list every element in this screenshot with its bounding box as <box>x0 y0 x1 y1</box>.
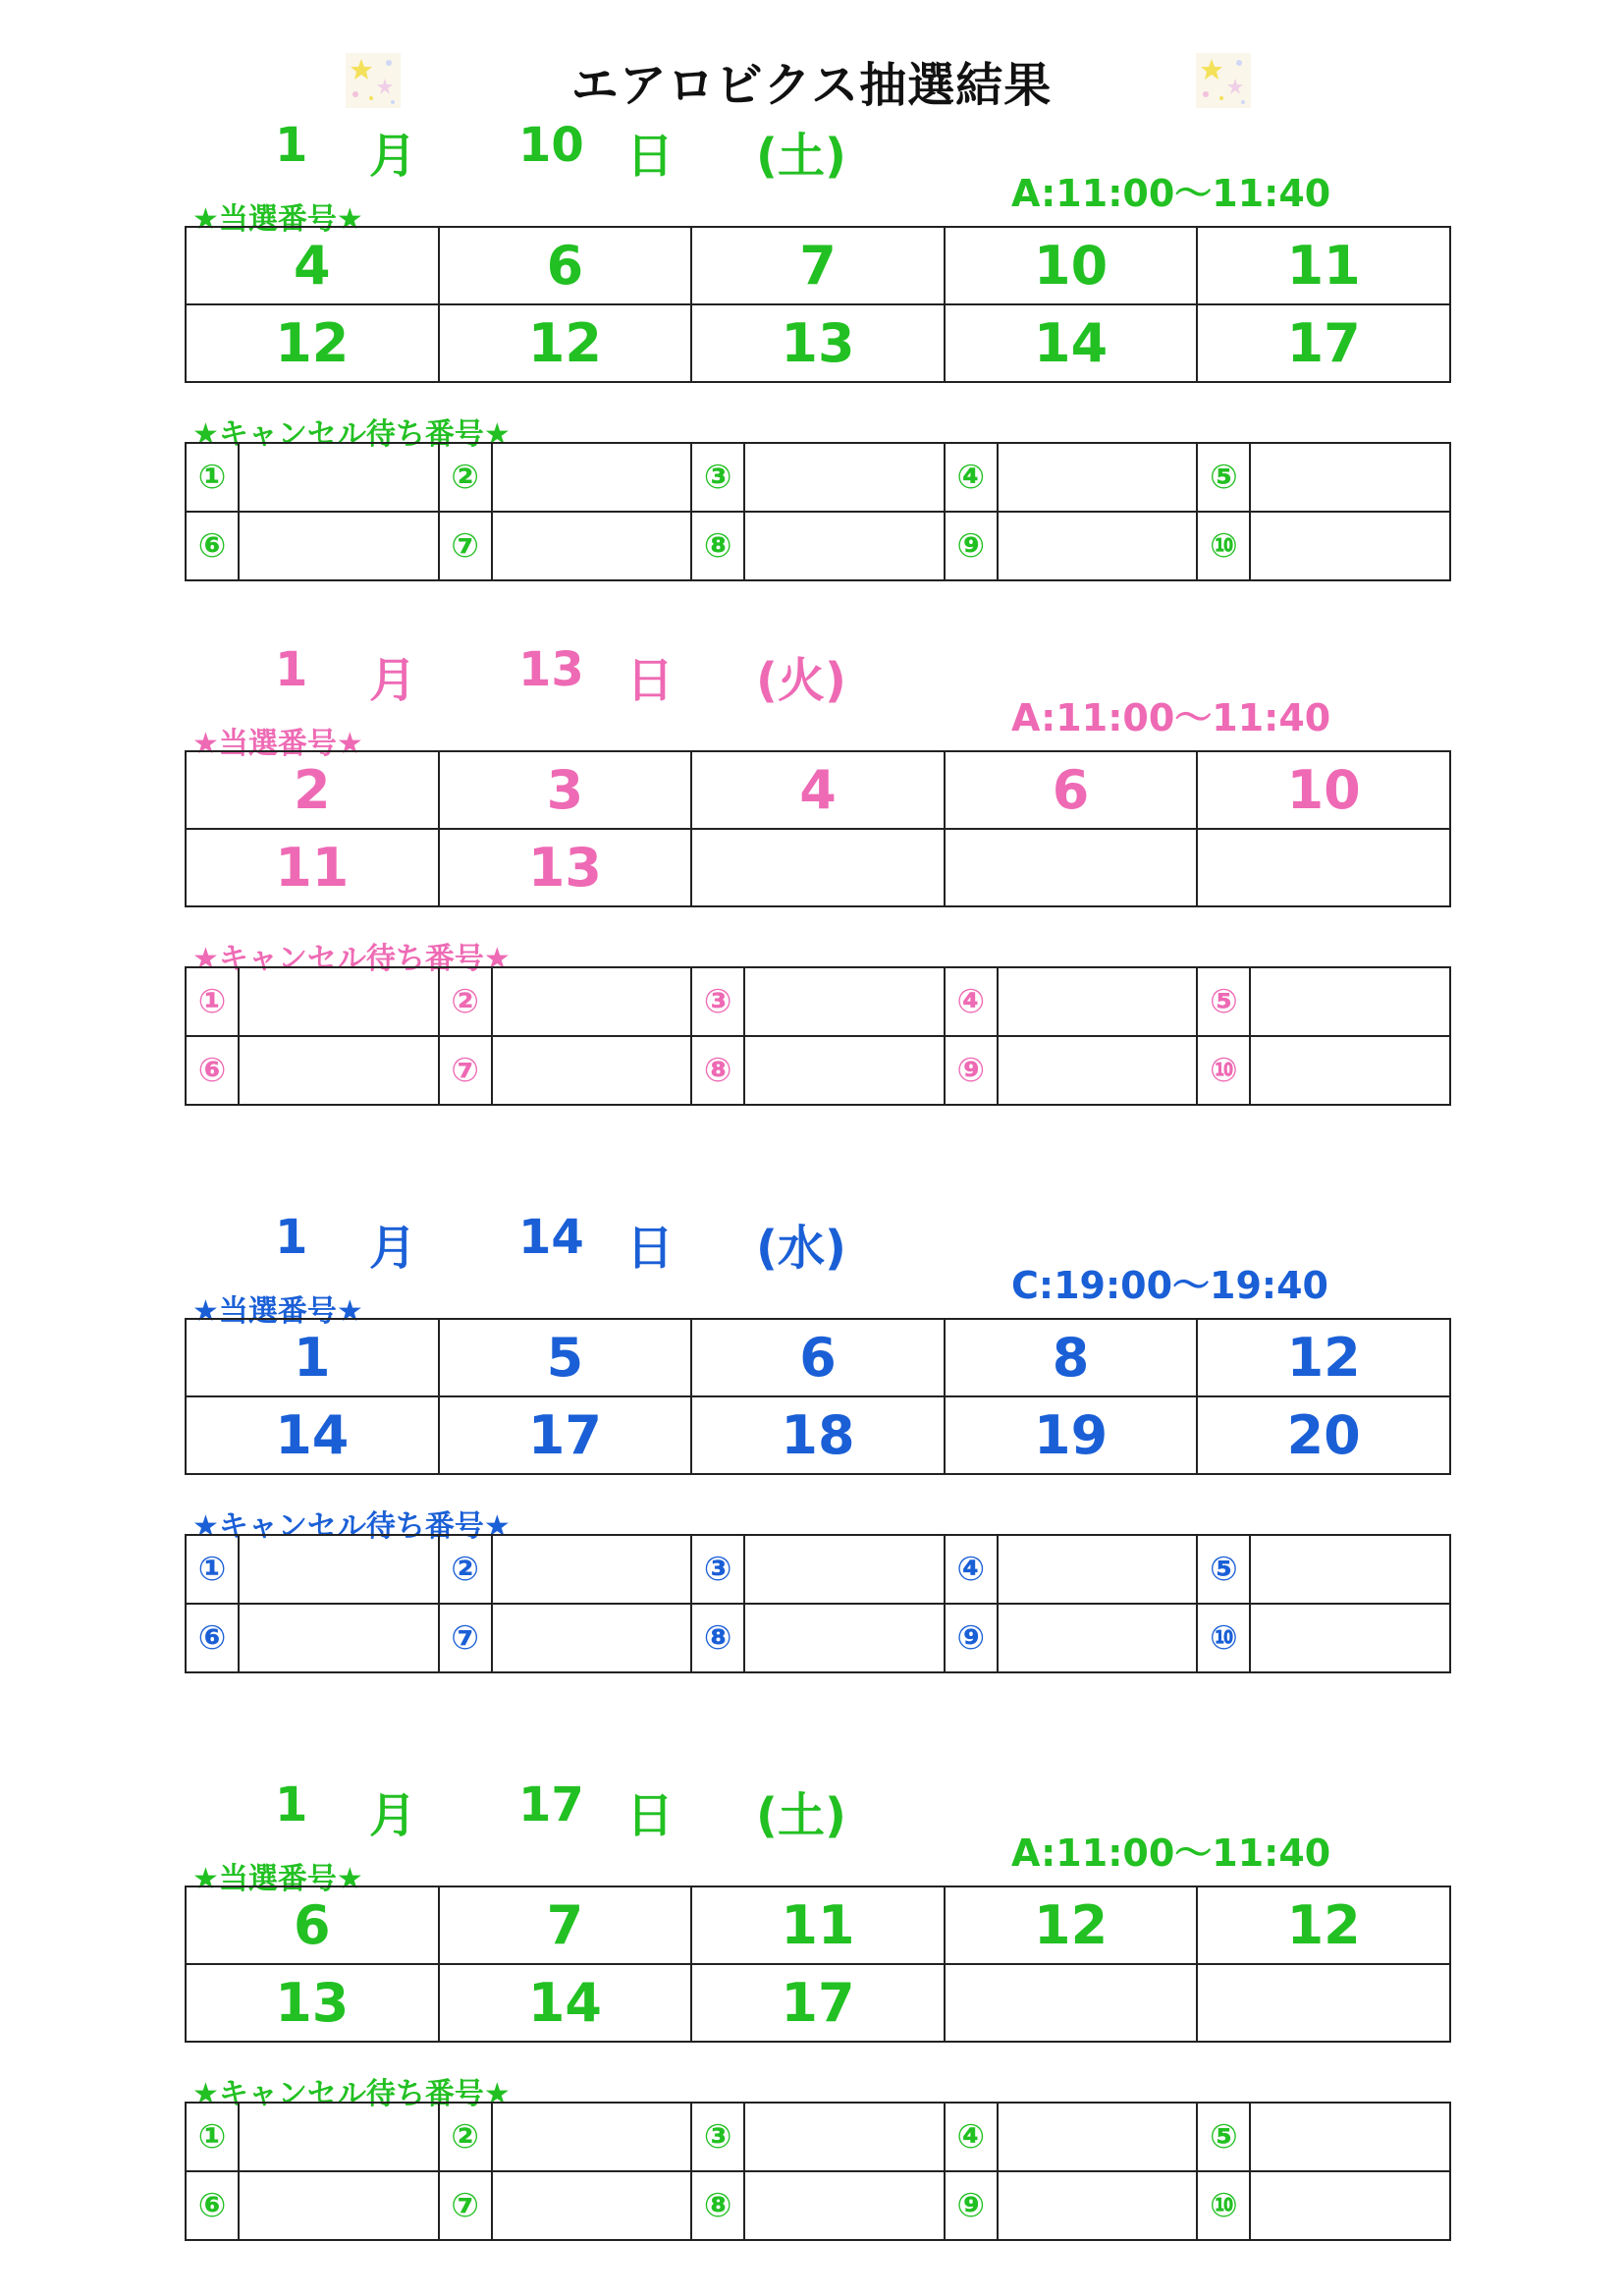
table-row <box>186 829 1450 906</box>
table-row <box>186 1604 1450 1672</box>
cancel-slot-value <box>1250 443 1450 512</box>
cancel-slot-number: ⑥ <box>186 1604 239 1672</box>
cancel-slot-value <box>1250 1535 1450 1604</box>
cancel-slot-value <box>239 1604 439 1672</box>
winners-label: ★当選番号★ <box>192 727 363 761</box>
day: 13 <box>518 642 584 697</box>
winner-cell <box>945 829 1198 906</box>
winner-cell: 14 <box>186 1396 439 1474</box>
page-title: エアロビクス抽選結果 <box>570 58 1053 113</box>
cancel-slot-number: ⑤ <box>1197 443 1250 512</box>
table-row <box>186 751 1450 829</box>
table-row <box>186 1319 1450 1396</box>
cancel-label: ★キャンセル待ち番号★ <box>192 1509 511 1544</box>
cancel-slot-number: ⑩ <box>1197 1036 1250 1105</box>
winner-cell <box>1197 829 1450 906</box>
table-row <box>186 1535 1450 1604</box>
winner-cell: 4 <box>186 227 439 304</box>
day-unit: 日 <box>626 1788 675 1843</box>
winner-cell: 6 <box>945 751 1198 829</box>
weekday: (土) <box>756 129 846 184</box>
winner-cell <box>945 1964 1198 2042</box>
winner-cell: 17 <box>439 1396 692 1474</box>
cancel-slot-value <box>239 2103 439 2171</box>
cancel-slot-value <box>998 1036 1198 1105</box>
sparkle-icon <box>346 53 401 108</box>
winner-cell: 3 <box>439 751 692 829</box>
cancel-slot-value <box>998 1604 1198 1672</box>
cancel-slot-number: ⑧ <box>691 1036 744 1105</box>
winner-cell: 11 <box>186 829 439 906</box>
cancel-slot-number: ⑩ <box>1197 1604 1250 1672</box>
winners-label: ★当選番号★ <box>192 202 363 237</box>
cancel-slot-number: ① <box>186 967 239 1036</box>
winners-label: ★当選番号★ <box>192 1294 363 1329</box>
cancel-slot-number: ⑦ <box>439 1604 492 1672</box>
winner-cell: 11 <box>691 1886 945 1964</box>
winner-cell: 19 <box>945 1396 1198 1474</box>
cancel-slot-value <box>744 967 945 1036</box>
cancel-slot-number: ⑦ <box>439 2171 492 2240</box>
cancel-slot-number: ③ <box>691 2103 744 2171</box>
month: 1 <box>275 1210 308 1265</box>
winner-cell: 20 <box>1197 1396 1450 1474</box>
table-row <box>186 227 1450 304</box>
cancel-slot-number: ⑧ <box>691 2171 744 2240</box>
winner-cell: 14 <box>439 1964 692 2042</box>
cancel-label: ★キャンセル待ち番号★ <box>192 942 511 976</box>
winner-cell: 6 <box>186 1886 439 1964</box>
cancel-slot-value <box>492 512 692 580</box>
cancel-slot-number: ⑤ <box>1197 1535 1250 1604</box>
cancel-slot-value <box>744 1535 945 1604</box>
day-unit: 日 <box>626 653 675 708</box>
cancel-slot-value <box>492 1535 692 1604</box>
cancel-slot-value <box>998 512 1198 580</box>
sparkle-icon <box>1196 53 1251 108</box>
cancel-slot-number: ② <box>439 2103 492 2171</box>
cancel-slot-number: ① <box>186 443 239 512</box>
cancel-slot-value <box>239 512 439 580</box>
winner-cell: 7 <box>691 227 945 304</box>
table-row <box>186 1964 1450 2042</box>
cancel-slot-value <box>744 512 945 580</box>
month-unit: 月 <box>369 1788 417 1843</box>
table-row <box>186 512 1450 580</box>
winner-cell: 13 <box>691 304 945 382</box>
cancel-slot-value <box>492 2171 692 2240</box>
cancel-slot-number: ② <box>439 443 492 512</box>
cancel-slot-value <box>492 2103 692 2171</box>
cancel-slot-value <box>744 1036 945 1105</box>
cancel-slot-value <box>744 443 945 512</box>
cancel-slot-number: ⑤ <box>1197 2103 1250 2171</box>
winner-cell: 12 <box>186 304 439 382</box>
cancel-slot-number: ⑤ <box>1197 967 1250 1036</box>
cancel-slot-number: ⑧ <box>691 1604 744 1672</box>
cancel-slot-value <box>998 2171 1198 2240</box>
winners-label: ★当選番号★ <box>192 1862 363 1896</box>
month: 1 <box>275 642 308 697</box>
cancel-slot-value <box>998 1535 1198 1604</box>
cancel-slot-value <box>239 2171 439 2240</box>
cancel-slot-number: ⑨ <box>945 1604 998 1672</box>
cancel-label: ★キャンセル待ち番号★ <box>192 2077 511 2111</box>
timeslot: A:11:00～11:40 <box>1011 172 1331 215</box>
winner-cell: 6 <box>439 227 692 304</box>
cancel-slot-number: ⑧ <box>691 512 744 580</box>
day: 14 <box>518 1210 584 1265</box>
cancel-slot-value <box>1250 967 1450 1036</box>
table-row <box>186 304 1450 382</box>
cancel-slot-number: ⑩ <box>1197 512 1250 580</box>
cancel-slot-value <box>1250 2103 1450 2171</box>
winner-cell: 5 <box>439 1319 692 1396</box>
day: 10 <box>518 118 584 173</box>
cancel-slot-value <box>1250 2171 1450 2240</box>
cancel-slot-number: ⑥ <box>186 512 239 580</box>
table-row <box>186 967 1450 1036</box>
table-row <box>186 2171 1450 2240</box>
day: 17 <box>518 1777 584 1832</box>
cancel-slot-number: ③ <box>691 967 744 1036</box>
session-section <box>0 1777 1623 2225</box>
table-row <box>186 2103 1450 2171</box>
winner-cell: 18 <box>691 1396 945 1474</box>
cancel-slot-number: ② <box>439 967 492 1036</box>
cancel-slot-value <box>239 1036 439 1105</box>
cancel-table <box>185 442 1451 581</box>
cancel-table <box>185 1534 1451 1673</box>
winners-table <box>185 226 1451 383</box>
timeslot: A:11:00～11:40 <box>1011 696 1331 739</box>
cancel-slot-number: ⑦ <box>439 512 492 580</box>
cancel-slot-number: ⑨ <box>945 1036 998 1105</box>
cancel-slot-number: ④ <box>945 967 998 1036</box>
cancel-slot-number: ⑨ <box>945 512 998 580</box>
cancel-slot-value <box>744 2171 945 2240</box>
winners-table <box>185 1318 1451 1475</box>
day-unit: 日 <box>626 129 675 184</box>
session-section <box>0 1210 1623 1658</box>
session-section <box>0 118 1623 566</box>
weekday: (土) <box>756 1788 846 1843</box>
cancel-slot-number: ③ <box>691 443 744 512</box>
cancel-slot-value <box>744 2103 945 2171</box>
winner-cell: 14 <box>945 304 1198 382</box>
cancel-slot-value <box>1250 512 1450 580</box>
winner-cell: 7 <box>439 1886 692 1964</box>
winner-cell <box>691 829 945 906</box>
winner-cell: 1 <box>186 1319 439 1396</box>
session-section <box>0 642 1623 1090</box>
month: 1 <box>275 1777 308 1832</box>
cancel-slot-value <box>492 443 692 512</box>
day-unit: 日 <box>626 1221 675 1276</box>
cancel-label: ★キャンセル待ち番号★ <box>192 417 511 452</box>
cancel-slot-number: ⑦ <box>439 1036 492 1105</box>
cancel-slot-value <box>239 443 439 512</box>
cancel-slot-value <box>239 1535 439 1604</box>
cancel-slot-number: ① <box>186 1535 239 1604</box>
cancel-slot-number: ④ <box>945 2103 998 2171</box>
timeslot: C:19:00～19:40 <box>1011 1264 1329 1307</box>
table-row <box>186 1036 1450 1105</box>
cancel-slot-value <box>1250 1604 1450 1672</box>
cancel-table <box>185 966 1451 1106</box>
cancel-slot-number: ④ <box>945 443 998 512</box>
table-row <box>186 443 1450 512</box>
winner-cell: 12 <box>1197 1319 1450 1396</box>
winner-cell: 10 <box>1197 751 1450 829</box>
winner-cell <box>1197 1964 1450 2042</box>
cancel-slot-value <box>492 1036 692 1105</box>
cancel-table <box>185 2102 1451 2241</box>
cancel-slot-value <box>744 1604 945 1672</box>
winners-table <box>185 1886 1451 2043</box>
winner-cell: 13 <box>439 829 692 906</box>
winners-table <box>185 750 1451 907</box>
winner-cell: 11 <box>1197 227 1450 304</box>
cancel-slot-number: ⑥ <box>186 1036 239 1105</box>
winner-cell: 12 <box>439 304 692 382</box>
winner-cell: 12 <box>945 1886 1198 1964</box>
month-unit: 月 <box>369 129 417 184</box>
month-unit: 月 <box>369 653 417 708</box>
weekday: (水) <box>756 1221 846 1276</box>
weekday: (火) <box>756 653 846 708</box>
cancel-slot-number: ③ <box>691 1535 744 1604</box>
timeslot: A:11:00～11:40 <box>1011 1831 1331 1875</box>
winner-cell: 4 <box>691 751 945 829</box>
table-row <box>186 1396 1450 1474</box>
cancel-slot-number: ① <box>186 2103 239 2171</box>
winner-cell: 17 <box>1197 304 1450 382</box>
cancel-slot-number: ⑩ <box>1197 2171 1250 2240</box>
cancel-slot-number: ⑨ <box>945 2171 998 2240</box>
cancel-slot-value <box>1250 1036 1450 1105</box>
winner-cell: 12 <box>1197 1886 1450 1964</box>
table-row <box>186 1886 1450 1964</box>
cancel-slot-value <box>239 967 439 1036</box>
cancel-slot-value <box>998 2103 1198 2171</box>
winner-cell: 10 <box>945 227 1198 304</box>
winner-cell: 8 <box>945 1319 1198 1396</box>
month-unit: 月 <box>369 1221 417 1276</box>
cancel-slot-value <box>492 1604 692 1672</box>
winner-cell: 6 <box>691 1319 945 1396</box>
month: 1 <box>275 118 308 173</box>
winner-cell: 2 <box>186 751 439 829</box>
cancel-slot-number: ⑥ <box>186 2171 239 2240</box>
cancel-slot-value <box>492 967 692 1036</box>
winner-cell: 13 <box>186 1964 439 2042</box>
cancel-slot-value <box>998 967 1198 1036</box>
winner-cell: 17 <box>691 1964 945 2042</box>
cancel-slot-value <box>998 443 1198 512</box>
cancel-slot-number: ④ <box>945 1535 998 1604</box>
cancel-slot-number: ② <box>439 1535 492 1604</box>
